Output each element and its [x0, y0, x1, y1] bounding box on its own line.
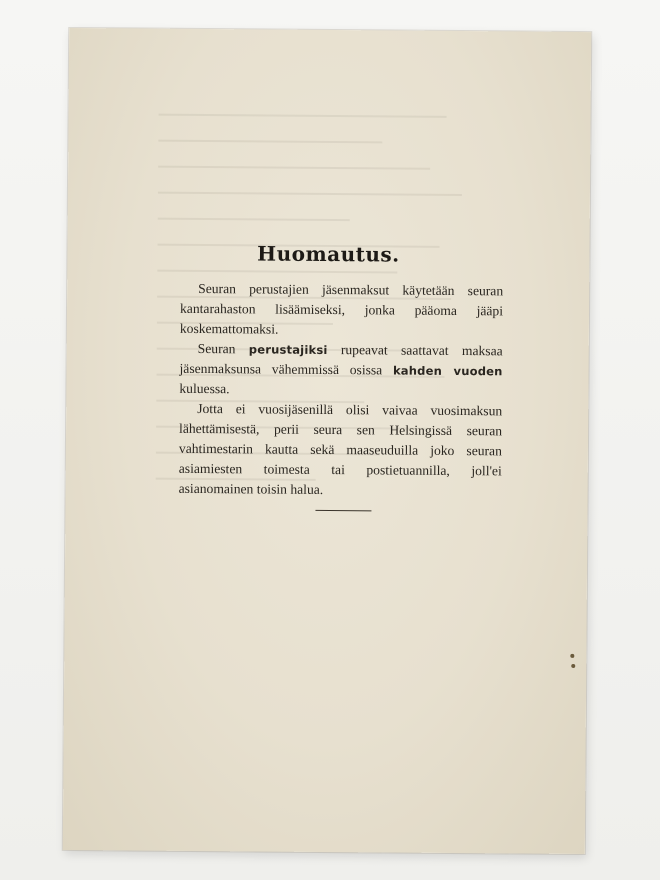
text-segment: kuluessa.: [179, 380, 230, 397]
emphasis-founders: perustajiksi: [248, 342, 328, 358]
paper-sheet: [63, 28, 591, 854]
paragraph-annual-fee-collection: Jotta ei vuosijäsenillä olisi vaivaa vuosimaksun lähettämisestä, perii seura sen Helsingissä seuran vahtimestarin kautta sekä maaseuduilla joko seuran asiamiesten toimesta tai postietuannilla, joll'ei asianomainen toisin halua.: [178, 400, 503, 497]
notice-body: [179, 279, 504, 502]
text-segment: Seuran: [197, 340, 249, 357]
emphasis-two-years: kahden vuoden: [392, 363, 503, 379]
staple-hole: [571, 664, 575, 668]
paragraph-founders-fees: Seuran perustajien jäsenmaksut käytetään seuran kantarahaston lisäämiseksi, jonka pääoma jääpi koskemattomaksi.: [179, 280, 504, 337]
text-segment: rupeavat saattavat maksaa jäsenmaksunsa vähemmissä osissa: [179, 342, 503, 378]
page-title: Huomautus.: [257, 241, 400, 267]
staple-hole: [570, 654, 574, 658]
paragraph-installments: [179, 339, 502, 402]
